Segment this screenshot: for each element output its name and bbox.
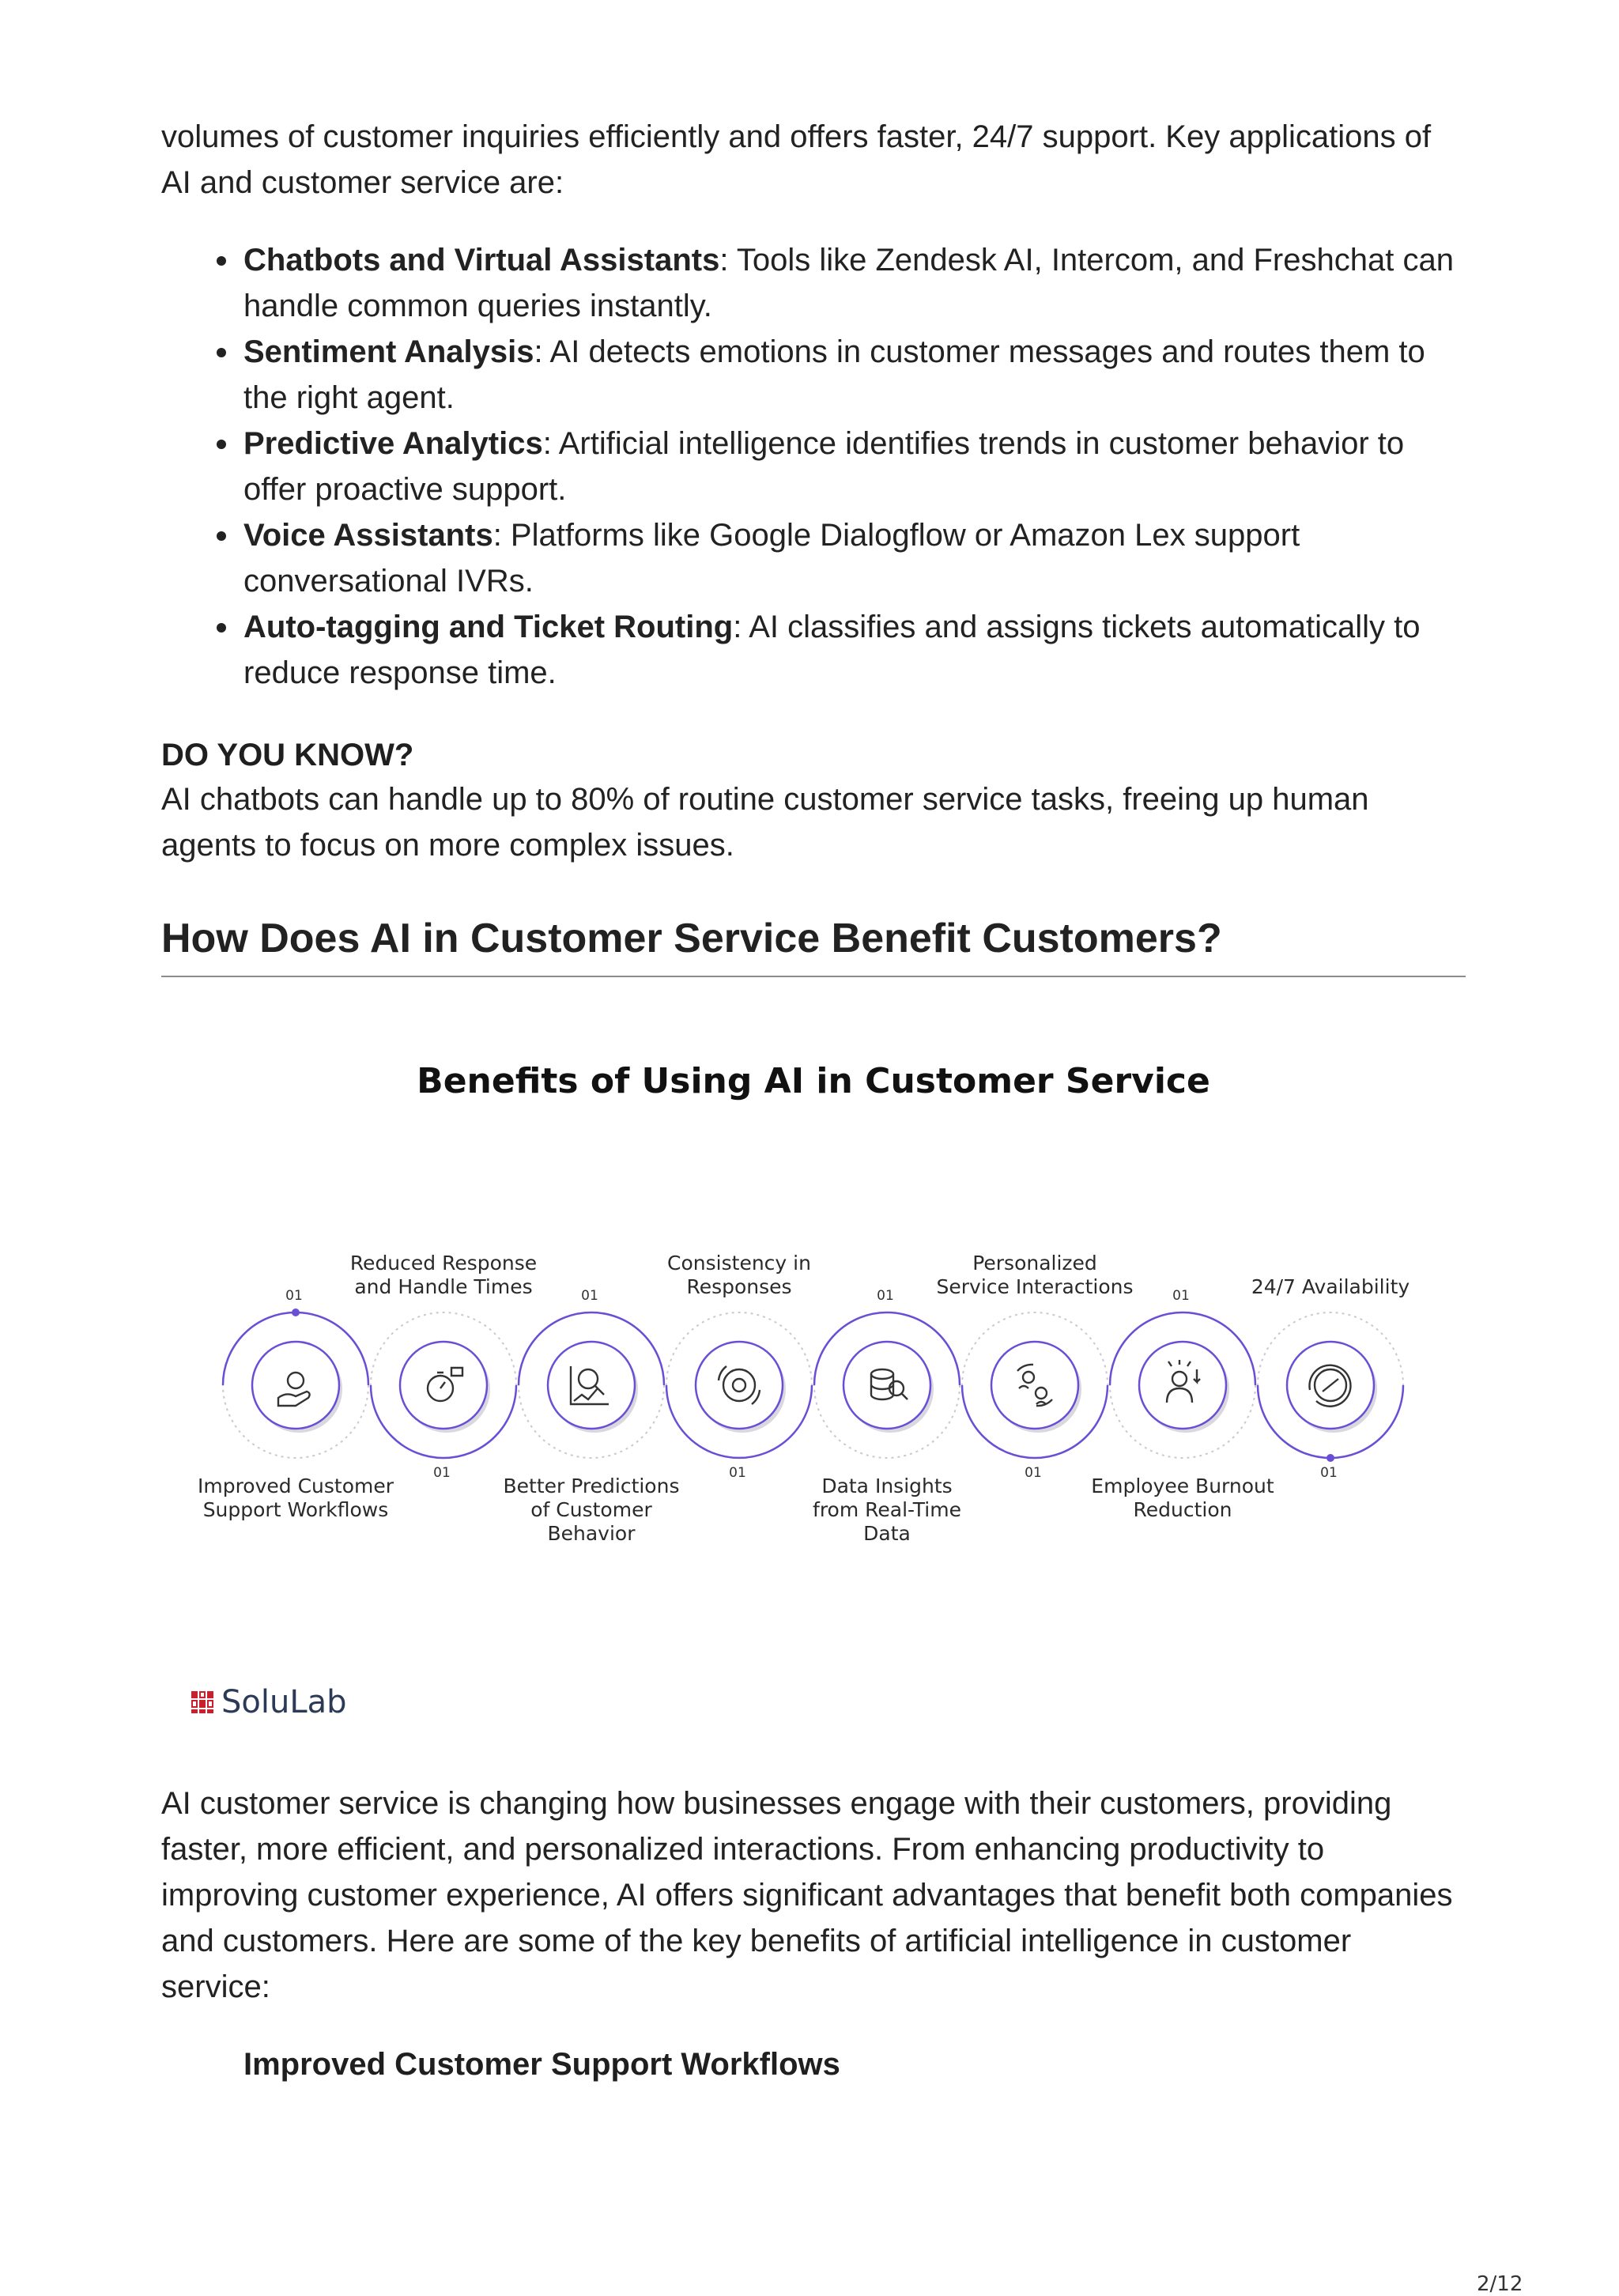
step-label: Reduction: [1133, 1498, 1232, 1521]
sub-heading: Improved Customer Support Workflows: [243, 2047, 840, 2082]
bullet-desc: : Artificial intelligence identifies trends in customer behavior to offer proactive support.: [243, 426, 1405, 507]
icon-circle: [548, 1342, 635, 1429]
page-indicator: 2/12: [1477, 2272, 1523, 2296]
list-item: [243, 421, 1466, 512]
step-number: 01: [285, 1288, 303, 1304]
list-item: [243, 329, 1466, 421]
step-number: 01: [433, 1465, 451, 1481]
solulab-logo-icon: [191, 1691, 213, 1713]
step-label: Employee Burnout: [1091, 1475, 1274, 1497]
bullet-term: Chatbots and Virtual Assistants: [243, 243, 720, 278]
step-label: Responses: [686, 1275, 792, 1298]
outro-paragraph: AI customer service is changing how businesses engage with their customers, providing faster, more efficient, and personalized interactions. From enhancing productivity to improving customer experience, AI offers significant advantages that benefit both companies and customers. Here are some of the key benefits of artificial intelligence in customer service:: [161, 1786, 1453, 2004]
bullet-desc: : AI classifies and assigns tickets automatically to reduce response time.: [243, 610, 1421, 690]
brand-logo: [191, 1684, 347, 1720]
step-label: Service Interactions: [936, 1275, 1134, 1298]
bullet-desc: : Tools like Zendesk AI, Intercom, and Freshchat can handle common queries instantly.: [243, 243, 1454, 323]
step-number: 01: [1172, 1288, 1190, 1304]
list-item: [243, 604, 1466, 696]
step-label: Reduced Response: [349, 1252, 538, 1275]
section-heading: How Does AI in Customer Service Benefit Customers?: [161, 916, 1222, 961]
list-item: [243, 237, 1466, 329]
step-label: Better Predictions: [503, 1475, 680, 1497]
step-number: 01: [877, 1288, 894, 1304]
bullet-term: Auto-tagging and Ticket Routing: [243, 610, 734, 644]
end-dot: [1327, 1454, 1334, 1462]
step-number: 01: [1025, 1465, 1042, 1481]
applications-list: [161, 237, 1466, 696]
bullet-term: Voice Assistants: [243, 518, 493, 553]
step-label: from Real-Time: [813, 1498, 961, 1521]
step-number: 01: [581, 1288, 598, 1304]
step-label: Behavior: [547, 1522, 636, 1545]
step-label: Support Workflows: [202, 1498, 389, 1521]
step-label: Personalized: [972, 1252, 1097, 1275]
list-item: [243, 512, 1466, 604]
step-label: Consistency in: [667, 1252, 811, 1275]
icon-circle: [696, 1342, 783, 1429]
infographic-diagram: [161, 1020, 1466, 1731]
icon-circle: [991, 1342, 1078, 1429]
benefits-infographic: [161, 1020, 1466, 1747]
step-label: Improved Customer: [197, 1475, 394, 1497]
step-label: Data Insights: [821, 1475, 953, 1497]
step-number: 01: [729, 1465, 746, 1481]
did-you-know-title: DO YOU KNOW?: [161, 738, 414, 772]
bullet-term: Predictive Analytics: [243, 426, 543, 461]
step-label: Data: [863, 1522, 911, 1545]
step-label: 24/7 Availability: [1251, 1275, 1410, 1298]
step-label: of Customer: [530, 1498, 652, 1521]
did-you-know-text: AI chatbots can handle up to 80% of routine customer service tasks, freeing up human agents to focus on more complex issues.: [161, 782, 1369, 863]
start-dot: [292, 1308, 300, 1316]
intro-paragraph: volumes of customer inquiries efficiently and offers faster, 24/7 support. Key applications of AI and customer service are:: [161, 119, 1432, 200]
step-number: 01: [1320, 1465, 1338, 1481]
brand-name: SoluLab: [221, 1684, 347, 1720]
bullet-desc: : Platforms like Google Dialogflow or Amazon Lex support conversational IVRs.: [243, 518, 1300, 599]
step-label: and Handle Times: [354, 1275, 533, 1298]
bullet-term: Sentiment Analysis: [243, 334, 534, 369]
bullet-desc: : AI detects emotions in customer messages and routes them to the right agent.: [243, 334, 1425, 415]
infographic-title: Benefits of Using AI in Customer Service: [417, 1061, 1210, 1101]
heading-divider: [161, 976, 1466, 977]
icon-circle: [252, 1342, 339, 1429]
icon-circle: [843, 1342, 930, 1429]
